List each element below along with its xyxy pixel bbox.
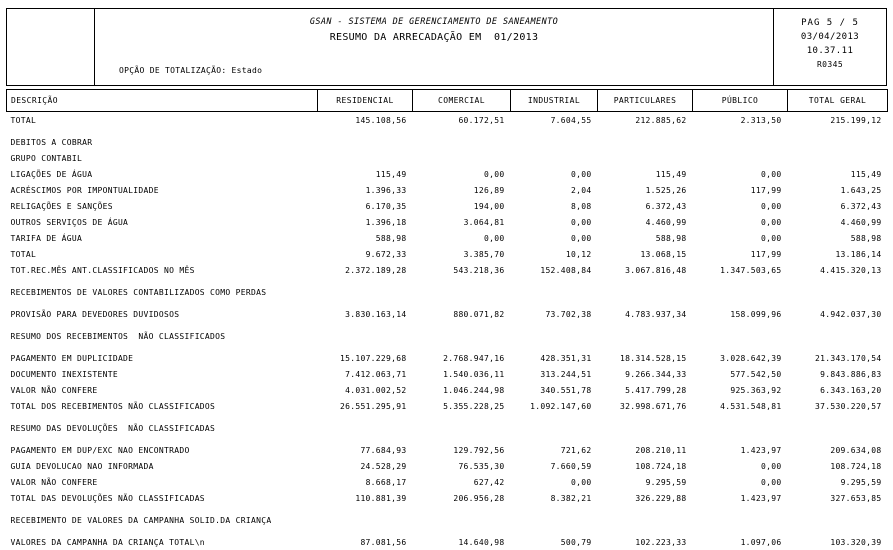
cell-publico: 117,99 [693, 246, 788, 262]
column-header-total-geral: TOTAL GERAL [788, 90, 888, 112]
cell-comercial: 76.535,30 [413, 458, 511, 474]
cell-residencial [318, 284, 413, 300]
cell-residencial [318, 134, 413, 150]
row-label: TARIFA DE ÁGUA [7, 230, 318, 246]
cell-particulares [598, 134, 693, 150]
cell-comercial: 1.046.244,98 [413, 382, 511, 398]
table-row [7, 350, 888, 366]
cell-particulares: 208.210,11 [598, 442, 693, 458]
cell-particulares: 326.229,88 [598, 490, 693, 506]
row-label: PAGAMENTO EM DUPLICIDADE [7, 350, 318, 366]
row-label: DEBITOS A COBRAR [7, 134, 318, 150]
cell-residencial [318, 512, 413, 528]
report-code: R0345 [774, 58, 886, 72]
cell-total-geral [788, 284, 888, 300]
cell-particulares [598, 150, 693, 166]
table-row [7, 246, 888, 262]
column-header-particulares: PARTICULARES [598, 90, 693, 112]
cell-total-geral [788, 420, 888, 436]
cell-particulares: 102.223,33 [598, 534, 693, 550]
cell-industrial: 7.660,59 [511, 458, 598, 474]
table-row [7, 284, 888, 300]
cell-comercial [413, 328, 511, 344]
table-row [7, 328, 888, 344]
cell-comercial: 627,42 [413, 474, 511, 490]
cell-publico [693, 284, 788, 300]
system-title: GSAN - SISTEMA DE GERENCIAMENTO DE SANEAMENTO [95, 9, 773, 27]
cell-particulares: 4.460,99 [598, 214, 693, 230]
cell-residencial: 145.108,56 [318, 112, 413, 129]
cell-residencial: 15.107.229,68 [318, 350, 413, 366]
cell-residencial [318, 150, 413, 166]
table-row [7, 420, 888, 436]
cell-comercial: 543.218,36 [413, 262, 511, 278]
row-label: RECEBIMENTOS DE VALORES CONTABILIZADOS COMO PERDAS [7, 284, 318, 300]
table-row [7, 512, 888, 528]
cell-comercial: 3.064,81 [413, 214, 511, 230]
cell-industrial: 7.604,55 [511, 112, 598, 129]
row-label: TOTAL [7, 246, 318, 262]
cell-publico: 0,00 [693, 198, 788, 214]
header-meta-cell [774, 9, 886, 85]
cell-residencial: 1.396,33 [318, 182, 413, 198]
cell-residencial: 4.031.002,52 [318, 382, 413, 398]
cell-total-geral: 13.186,14 [788, 246, 888, 262]
cell-publico [693, 328, 788, 344]
cell-total-geral [788, 328, 888, 344]
cell-particulares: 9.295,59 [598, 474, 693, 490]
report-header [6, 8, 887, 86]
cell-industrial [511, 150, 598, 166]
cell-publico: 1.423,97 [693, 442, 788, 458]
cell-industrial: 340.551,78 [511, 382, 598, 398]
cell-residencial: 77.684,93 [318, 442, 413, 458]
cell-total-geral: 108.724,18 [788, 458, 888, 474]
cell-industrial: 2,04 [511, 182, 598, 198]
table-row [7, 230, 888, 246]
cell-industrial: 8.382,21 [511, 490, 598, 506]
cell-particulares [598, 284, 693, 300]
cell-comercial: 126,89 [413, 182, 511, 198]
cell-publico: 0,00 [693, 230, 788, 246]
cell-total-geral: 115,49 [788, 166, 888, 182]
table-row [7, 306, 888, 322]
cell-particulares: 6.372,43 [598, 198, 693, 214]
cell-industrial: 313.244,51 [511, 366, 598, 382]
cell-residencial: 115,49 [318, 166, 413, 182]
cell-industrial: 152.408,84 [511, 262, 598, 278]
cell-total-geral [788, 134, 888, 150]
cell-particulares [598, 512, 693, 528]
cell-particulares [598, 420, 693, 436]
cell-total-geral: 37.530.220,57 [788, 398, 888, 414]
row-label: GUIA DEVOLUCAO NAO INFORMADA [7, 458, 318, 474]
cell-comercial: 2.768.947,16 [413, 350, 511, 366]
cell-total-geral: 9.843.886,83 [788, 366, 888, 382]
row-label: PAGAMENTO EM DUP/EXC NAO ENCONTRADO [7, 442, 318, 458]
cell-residencial: 1.396,18 [318, 214, 413, 230]
row-label: RECEBIMENTO DE VALORES DA CAMPANHA SOLID.DA CRIANÇA [7, 512, 318, 528]
row-label: GRUPO CONTABIL [7, 150, 318, 166]
row-label: TOTAL [7, 112, 318, 129]
cell-total-geral: 6.372,43 [788, 198, 888, 214]
cell-particulares: 588,98 [598, 230, 693, 246]
cell-publico: 577.542,50 [693, 366, 788, 382]
cell-industrial: 0,00 [511, 166, 598, 182]
cell-particulares: 1.525,26 [598, 182, 693, 198]
cell-publico: 2.313,50 [693, 112, 788, 129]
cell-residencial: 87.081,56 [318, 534, 413, 550]
table-row [7, 150, 888, 166]
cell-publico [693, 512, 788, 528]
cell-comercial [413, 284, 511, 300]
table-row [7, 366, 888, 382]
cell-comercial: 129.792,56 [413, 442, 511, 458]
cell-comercial [413, 420, 511, 436]
cell-particulares: 3.067.816,48 [598, 262, 693, 278]
cell-particulares: 5.417.799,28 [598, 382, 693, 398]
arrecadacao-table [6, 89, 888, 550]
cell-industrial: 428.351,31 [511, 350, 598, 366]
row-label: VALOR NÃO CONFERE [7, 474, 318, 490]
cell-total-geral: 103.320,39 [788, 534, 888, 550]
cell-comercial: 14.640,98 [413, 534, 511, 550]
cell-residencial: 26.551.295,91 [318, 398, 413, 414]
table-row [7, 458, 888, 474]
cell-industrial [511, 328, 598, 344]
table-row [7, 214, 888, 230]
cell-industrial: 0,00 [511, 230, 598, 246]
cell-publico: 1.097,06 [693, 534, 788, 550]
column-header-description: DESCRIÇÃO [7, 90, 318, 112]
row-label: TOTAL DOS RECEBIMENTOS NÃO CLASSIFICADOS [7, 398, 318, 414]
cell-total-geral: 327.653,85 [788, 490, 888, 506]
cell-industrial: 1.092.147,60 [511, 398, 598, 414]
cell-publico: 158.099,96 [693, 306, 788, 322]
cell-comercial: 880.071,82 [413, 306, 511, 322]
cell-residencial: 24.528,29 [318, 458, 413, 474]
cell-industrial: 73.702,38 [511, 306, 598, 322]
cell-publico: 3.028.642,39 [693, 350, 788, 366]
cell-industrial [511, 512, 598, 528]
cell-total-geral: 209.634,08 [788, 442, 888, 458]
cell-total-geral: 1.643,25 [788, 182, 888, 198]
table-row [7, 166, 888, 182]
cell-comercial: 0,00 [413, 166, 511, 182]
totalization-option: OPÇÃO DE TOTALIZAÇÃO: Estado [119, 66, 262, 75]
cell-publico: 0,00 [693, 474, 788, 490]
cell-total-geral: 9.295,59 [788, 474, 888, 490]
cell-total-geral: 4.942.037,30 [788, 306, 888, 322]
cell-comercial: 206.956,28 [413, 490, 511, 506]
cell-comercial: 194,00 [413, 198, 511, 214]
table-row [7, 442, 888, 458]
cell-industrial [511, 134, 598, 150]
cell-total-geral [788, 150, 888, 166]
cell-industrial: 721,62 [511, 442, 598, 458]
cell-residencial: 3.830.163,14 [318, 306, 413, 322]
table-row [7, 182, 888, 198]
header-logo-cell [7, 9, 95, 85]
cell-publico: 925.363,92 [693, 382, 788, 398]
cell-particulares: 13.068,15 [598, 246, 693, 262]
cell-publico [693, 420, 788, 436]
cell-residencial [318, 328, 413, 344]
cell-industrial [511, 284, 598, 300]
column-header-industrial: INDUSTRIAL [511, 90, 598, 112]
table-row [7, 490, 888, 506]
table-row [7, 398, 888, 414]
report-time: 10.37.11 [774, 44, 886, 58]
page-number: PAG 5 / 5 [774, 16, 886, 30]
cell-residencial [318, 420, 413, 436]
cell-residencial: 8.668,17 [318, 474, 413, 490]
cell-publico [693, 150, 788, 166]
row-label: LIGAÇÕES DE ÁGUA [7, 166, 318, 182]
cell-industrial [511, 420, 598, 436]
column-header-residencial: RESIDENCIAL [318, 90, 413, 112]
report-date: 03/04/2013 [774, 30, 886, 44]
cell-publico: 117,99 [693, 182, 788, 198]
cell-particulares: 9.266.344,33 [598, 366, 693, 382]
table-row [7, 534, 888, 550]
table-body [7, 112, 888, 550]
cell-total-geral: 4.460,99 [788, 214, 888, 230]
row-label: TOTAL DAS DEVOLUÇÕES NÃO CLASSIFICADAS [7, 490, 318, 506]
row-label: ACRÉSCIMOS POR IMPONTUALIDADE [7, 182, 318, 198]
table-row [7, 112, 888, 129]
table-row [7, 134, 888, 150]
table-row [7, 198, 888, 214]
cell-publico: 1.347.503,65 [693, 262, 788, 278]
row-label: PROVISÃO PARA DEVEDORES DUVIDOSOS [7, 306, 318, 322]
cell-particulares [598, 328, 693, 344]
cell-comercial [413, 512, 511, 528]
cell-particulares: 32.998.671,76 [598, 398, 693, 414]
cell-publico: 0,00 [693, 458, 788, 474]
cell-total-geral: 215.199,12 [788, 112, 888, 129]
cell-comercial: 0,00 [413, 230, 511, 246]
row-label: TOT.REC.MÊS ANT.CLASSIFICADOS NO MÊS [7, 262, 318, 278]
cell-comercial [413, 150, 511, 166]
report-title: RESUMO DA ARRECADAÇÃO EM 01/2013 [95, 27, 773, 43]
cell-industrial: 500,79 [511, 534, 598, 550]
row-label: VALORES DA CAMPANHA DA CRIANÇA TOTAL\n [7, 534, 318, 550]
cell-publico [693, 134, 788, 150]
table-header-row [7, 90, 888, 112]
row-label: DOCUMENTO INEXISTENTE [7, 366, 318, 382]
cell-particulares: 212.885,62 [598, 112, 693, 129]
table-row [7, 382, 888, 398]
table-row [7, 262, 888, 278]
cell-residencial: 110.881,39 [318, 490, 413, 506]
row-label: OUTROS SERVIÇOS DE ÁGUA [7, 214, 318, 230]
cell-total-geral: 6.343.163,20 [788, 382, 888, 398]
row-label: RESUMO DAS DEVOLUÇÕES NÃO CLASSIFICADAS [7, 420, 318, 436]
cell-comercial: 5.355.228,25 [413, 398, 511, 414]
cell-industrial: 8,08 [511, 198, 598, 214]
cell-comercial: 1.540.036,11 [413, 366, 511, 382]
cell-residencial: 588,98 [318, 230, 413, 246]
row-label: RELIGAÇÕES E SANÇÕES [7, 198, 318, 214]
cell-residencial: 9.672,33 [318, 246, 413, 262]
cell-particulares: 108.724,18 [598, 458, 693, 474]
header-title-cell [95, 9, 774, 85]
column-header-comercial: COMERCIAL [413, 90, 511, 112]
cell-residencial: 6.170,35 [318, 198, 413, 214]
row-label: VALOR NÃO CONFERE [7, 382, 318, 398]
cell-residencial: 7.412.063,71 [318, 366, 413, 382]
cell-total-geral: 588,98 [788, 230, 888, 246]
cell-comercial: 60.172,51 [413, 112, 511, 129]
cell-total-geral [788, 512, 888, 528]
cell-publico: 0,00 [693, 166, 788, 182]
cell-particulares: 18.314.528,15 [598, 350, 693, 366]
column-header-publico: PÚBLICO [693, 90, 788, 112]
cell-publico: 4.531.548,81 [693, 398, 788, 414]
cell-particulares: 4.783.937,34 [598, 306, 693, 322]
cell-industrial: 10,12 [511, 246, 598, 262]
cell-comercial: 3.385,70 [413, 246, 511, 262]
cell-publico: 0,00 [693, 214, 788, 230]
cell-industrial: 0,00 [511, 214, 598, 230]
cell-particulares: 115,49 [598, 166, 693, 182]
cell-total-geral: 4.415.320,13 [788, 262, 888, 278]
row-label: RESUMO DOS RECEBIMENTOS NÃO CLASSIFICADOS [7, 328, 318, 344]
cell-comercial [413, 134, 511, 150]
cell-residencial: 2.372.189,28 [318, 262, 413, 278]
cell-industrial: 0,00 [511, 474, 598, 490]
cell-publico: 1.423,97 [693, 490, 788, 506]
table-row [7, 474, 888, 490]
cell-total-geral: 21.343.170,54 [788, 350, 888, 366]
